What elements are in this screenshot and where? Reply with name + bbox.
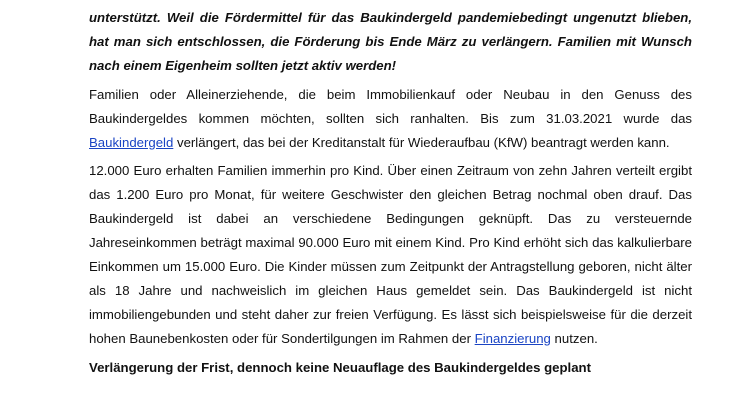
- section-subheading: Verlängerung der Frist, dennoch keine Neuauflage des Baukindergeldes geplant: [89, 359, 591, 375]
- paragraph-baukindergeld-conditions: [89, 159, 692, 350]
- baukindergeld-link[interactable]: Baukindergeld: [89, 134, 174, 150]
- paragraph-text: 12.000 Euro erhalten Familien immerhin pro Kind. Über einen Zeitraum von zehn Jahren verteilt ergibt das 1.200 Euro pro Monat, für weitere Geschwister den gleichen Betrag nochmal oben drauf. Das Baukindergeld ist dabei an verschiedene Bedingungen geknüpft. Das zu versteuernde Jahreseinkommen beträgt maximal 90.000 Euro mit einem Kind. Pro Kind erhöht sich das kalkulierbare Einkommen um 15.000 Euro. Die Kinder müssen zum Zeitpunkt der Antragstellung geboren, nicht älter als 18 Jahre und nachweislich im gleichen Haus gemeldet sein. Das Baukindergeld ist nicht immobiliengebunden und steht daher zur freien Verfügung. Es lässt sich beispielsweise für die derzeit hohen Baunebenkosten oder für Sondertilgungen im Rahmen der: [89, 163, 692, 346]
- lead-paragraph: unterstützt. Weil die Fördermittel für das Baukindergeld pandemiebedingt ungenutzt blieben, hat man sich entschlossen, die Förderung bis Ende März zu verlängern. Familien mit Wunsch nach einem Eigenheim sollten jetzt aktiv werden!: [89, 10, 692, 73]
- paragraph-text: verlängert, das bei der Kreditanstalt für Wiederaufbau (KfW) beantragt werden kann.: [173, 134, 670, 150]
- paragraph-text: Familien oder Alleinerziehende, die beim Immobilienkauf oder Neubau in den Genuss des Baukindergeldes kommen möchten, sollten sich ranhalten. Bis zum 31.03.2021 wurde das: [89, 86, 692, 126]
- paragraph-baukindergeld-deadline: [89, 83, 692, 155]
- paragraph-text: nutzen.: [550, 330, 598, 346]
- finanzierung-link[interactable]: Finanzierung: [474, 330, 551, 346]
